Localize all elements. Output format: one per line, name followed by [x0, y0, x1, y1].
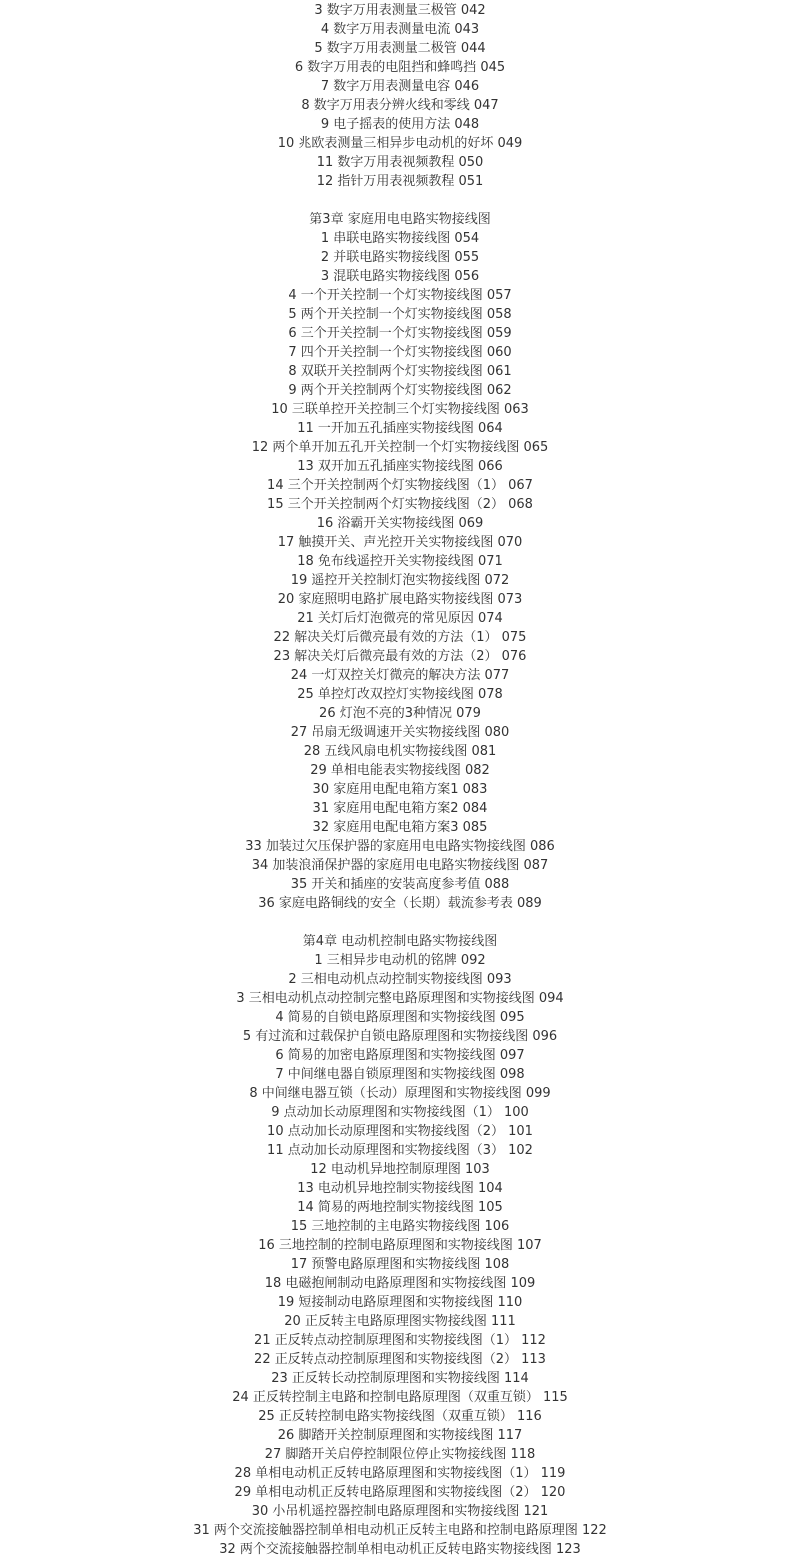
toc-entry: 25 正反转控制电路实物接线图（双重互锁） 116	[258, 1409, 542, 1424]
toc-entry: 23 解决关灯后微亮最有效的方法（2） 076	[273, 649, 527, 664]
toc-entry: 30 小吊机遥控器控制电路原理图和实物接线图 121	[251, 1504, 549, 1519]
toc-entry: 17 预警电路原理图和实物接线图 108	[290, 1257, 510, 1272]
toc-entry: 20 正反转主电路原理图实物接线图 111	[284, 1314, 516, 1329]
toc-entry: 31 两个交流接触器控制单相电动机正反转主电路和控制电路原理图 122	[193, 1523, 607, 1538]
toc-entry: 6 数字万用表的电阻挡和蜂鸣挡 045	[294, 60, 506, 75]
toc-entry: 4 一个开关控制一个灯实物接线图 057	[288, 288, 512, 303]
toc-entry: 27 脚踏开关启停控制限位停止实物接线图 118	[264, 1447, 536, 1462]
toc-entry: 23 正反转长动控制原理图和实物接线图 114	[271, 1371, 529, 1386]
toc-entry: 6 简易的加密电路原理图和实物接线图 097	[275, 1048, 525, 1063]
toc-entry: 24 一灯双控关灯微亮的解决方法 077	[290, 668, 510, 683]
toc-entry: 15 三地控制的主电路实物接线图 106	[290, 1219, 510, 1234]
toc-entry: 10 三联单控开关控制三个灯实物接线图 063	[271, 402, 529, 417]
toc-entry: 35 开关和插座的安装高度参考值 088	[290, 877, 510, 892]
toc-entry: 3 数字万用表测量三极管 042	[314, 3, 486, 18]
toc-entry: 19 短接制动电路原理图和实物接线图 110	[277, 1295, 523, 1310]
toc-entry: 32 两个交流接触器控制单相电动机正反转电路实物接线图 123	[219, 1542, 581, 1557]
toc-entry: 33 加装过欠压保护器的家庭用电电路实物接线图 086	[245, 839, 555, 854]
spacer	[0, 913, 800, 932]
toc-entry: 8 中间继电器互锁（长动）原理图和实物接线图 099	[249, 1086, 551, 1101]
toc-entry: 28 单相电动机正反转电路原理图和实物接线图（1） 119	[234, 1466, 566, 1481]
toc-entry: 14 三个开关控制两个灯实物接线图（1） 067	[267, 478, 533, 493]
chapter-3-title: 第3章 家庭用电电路实物接线图	[309, 212, 491, 227]
toc-entry: 12 电动机异地控制原理图 103	[310, 1162, 490, 1177]
toc-entry: 18 电磁抱闸制动电路原理图和实物接线图 109	[264, 1276, 536, 1291]
toc-entry: 29 单相电动机正反转电路原理图和实物接线图（2） 120	[234, 1485, 566, 1500]
toc-entry: 27 吊扇无级调速开关实物接线图 080	[290, 725, 510, 740]
toc-entry: 5 有过流和过载保护自锁电路原理图和实物接线图 096	[242, 1029, 558, 1044]
chapter-4-title: 第4章 电动机控制电路实物接线图	[302, 934, 498, 949]
toc-entry: 7 中间继电器自锁原理图和实物接线图 098	[275, 1067, 525, 1082]
toc-entry: 4 数字万用表测量电流 043	[320, 22, 480, 37]
toc-entry: 32 家庭用电配电箱方案3 085	[312, 820, 488, 835]
toc-entry: 9 两个开关控制两个灯实物接线图 062	[288, 383, 512, 398]
toc-entry: 4 简易的自锁电路原理图和实物接线图 095	[275, 1010, 525, 1025]
toc-entry: 7 数字万用表测量电容 046	[320, 79, 480, 94]
toc-entry: 25 单控灯改双控灯实物接线图 078	[297, 687, 503, 702]
toc-entry: 34 加装浪涌保护器的家庭用电电路实物接线图 087	[251, 858, 549, 873]
toc-entry: 14 简易的两地控制实物接线图 105	[297, 1200, 503, 1215]
toc-entry: 31 家庭用电配电箱方案2 084	[312, 801, 488, 816]
toc-entry: 26 灯泡不亮的3种情况 079	[319, 706, 481, 721]
toc-entry: 15 三个开关控制两个灯实物接线图（2） 068	[267, 497, 533, 512]
toc-entry: 21 正反转点动控制原理图和实物接线图（1） 112	[254, 1333, 546, 1348]
toc-entry: 1 三相异步电动机的铭牌 092	[314, 953, 486, 968]
toc-entry: 3 三相电动机点动控制完整电路原理图和实物接线图 094	[236, 991, 564, 1006]
toc-entry: 6 三个开关控制一个灯实物接线图 059	[288, 326, 512, 341]
toc-entry: 3 混联电路实物接线图 056	[320, 269, 480, 284]
toc-entry: 26 脚踏开关控制原理图和实物接线图 117	[277, 1428, 523, 1443]
toc-entry: 9 电子摇表的使用方法 048	[320, 117, 480, 132]
toc-entry: 5 两个开关控制一个灯实物接线图 058	[288, 307, 512, 322]
toc-entry: 29 单相电能表实物接线图 082	[310, 763, 490, 778]
toc-entry: 17 触摸开关、声光控开关实物接线图 070	[277, 535, 523, 550]
toc-entry: 11 一开加五孔插座实物接线图 064	[297, 421, 503, 436]
toc-entry: 2 三相电动机点动控制实物接线图 093	[288, 972, 512, 987]
toc-entry: 18 免布线遥控开关实物接线图 071	[297, 554, 503, 569]
toc-entry: 10 兆欧表测量三相异步电动机的好坏 049	[277, 136, 523, 151]
toc-entry: 12 指针万用表视频教程 051	[316, 174, 484, 189]
toc-entry: 22 正反转点动控制原理图和实物接线图（2） 113	[254, 1352, 546, 1367]
toc-entry: 5 数字万用表测量二极管 044	[314, 41, 486, 56]
toc-entry: 2 并联电路实物接线图 055	[320, 250, 480, 265]
toc-entry: 19 遥控开关控制灯泡实物接线图 072	[290, 573, 510, 588]
toc-entry: 8 数字万用表分辨火线和零线 047	[301, 98, 499, 113]
chapter-4-items	[0, 951, 800, 1559]
toc-entry: 1 串联电路实物接线图 054	[320, 231, 480, 246]
toc-entry: 11 数字万用表视频教程 050	[316, 155, 484, 170]
toc-entry: 11 点动加长动原理图和实物接线图（3） 102	[267, 1143, 533, 1158]
toc-entry: 12 两个单开加五孔开关控制一个灯实物接线图 065	[251, 440, 549, 455]
spacer	[0, 191, 800, 210]
toc-entry: 20 家庭照明电路扩展电路实物接线图 073	[277, 592, 523, 607]
toc-entry: 36 家庭电路铜线的安全（长期）载流参考表 089	[258, 896, 542, 911]
toc-entry: 16 浴霸开关实物接线图 069	[316, 516, 484, 531]
toc-entry: 22 解决关灯后微亮最有效的方法（1） 075	[273, 630, 527, 645]
toc-entry: 8 双联开关控制两个灯实物接线图 061	[288, 364, 512, 379]
toc-entry: 13 双开加五孔插座实物接线图 066	[297, 459, 503, 474]
chapter-3-items	[0, 229, 800, 913]
previous-chapter-items	[0, 1, 800, 191]
toc-entry: 13 电动机异地控制实物接线图 104	[297, 1181, 503, 1196]
toc-entry: 10 点动加长动原理图和实物接线图（2） 101	[267, 1124, 533, 1139]
toc-entry: 9 点动加长动原理图和实物接线图（1） 100	[271, 1105, 529, 1120]
toc-entry: 24 正反转控制主电路和控制电路原理图（双重互锁） 115	[232, 1390, 568, 1405]
toc-entry: 7 四个开关控制一个灯实物接线图 060	[288, 345, 512, 360]
toc-entry: 30 家庭用电配电箱方案1 083	[312, 782, 488, 797]
toc-entry: 16 三地控制的控制电路原理图和实物接线图 107	[258, 1238, 542, 1253]
toc-entry: 21 关灯后灯泡微亮的常见原因 074	[297, 611, 503, 626]
toc-entry: 28 五线风扇电机实物接线图 081	[303, 744, 497, 759]
